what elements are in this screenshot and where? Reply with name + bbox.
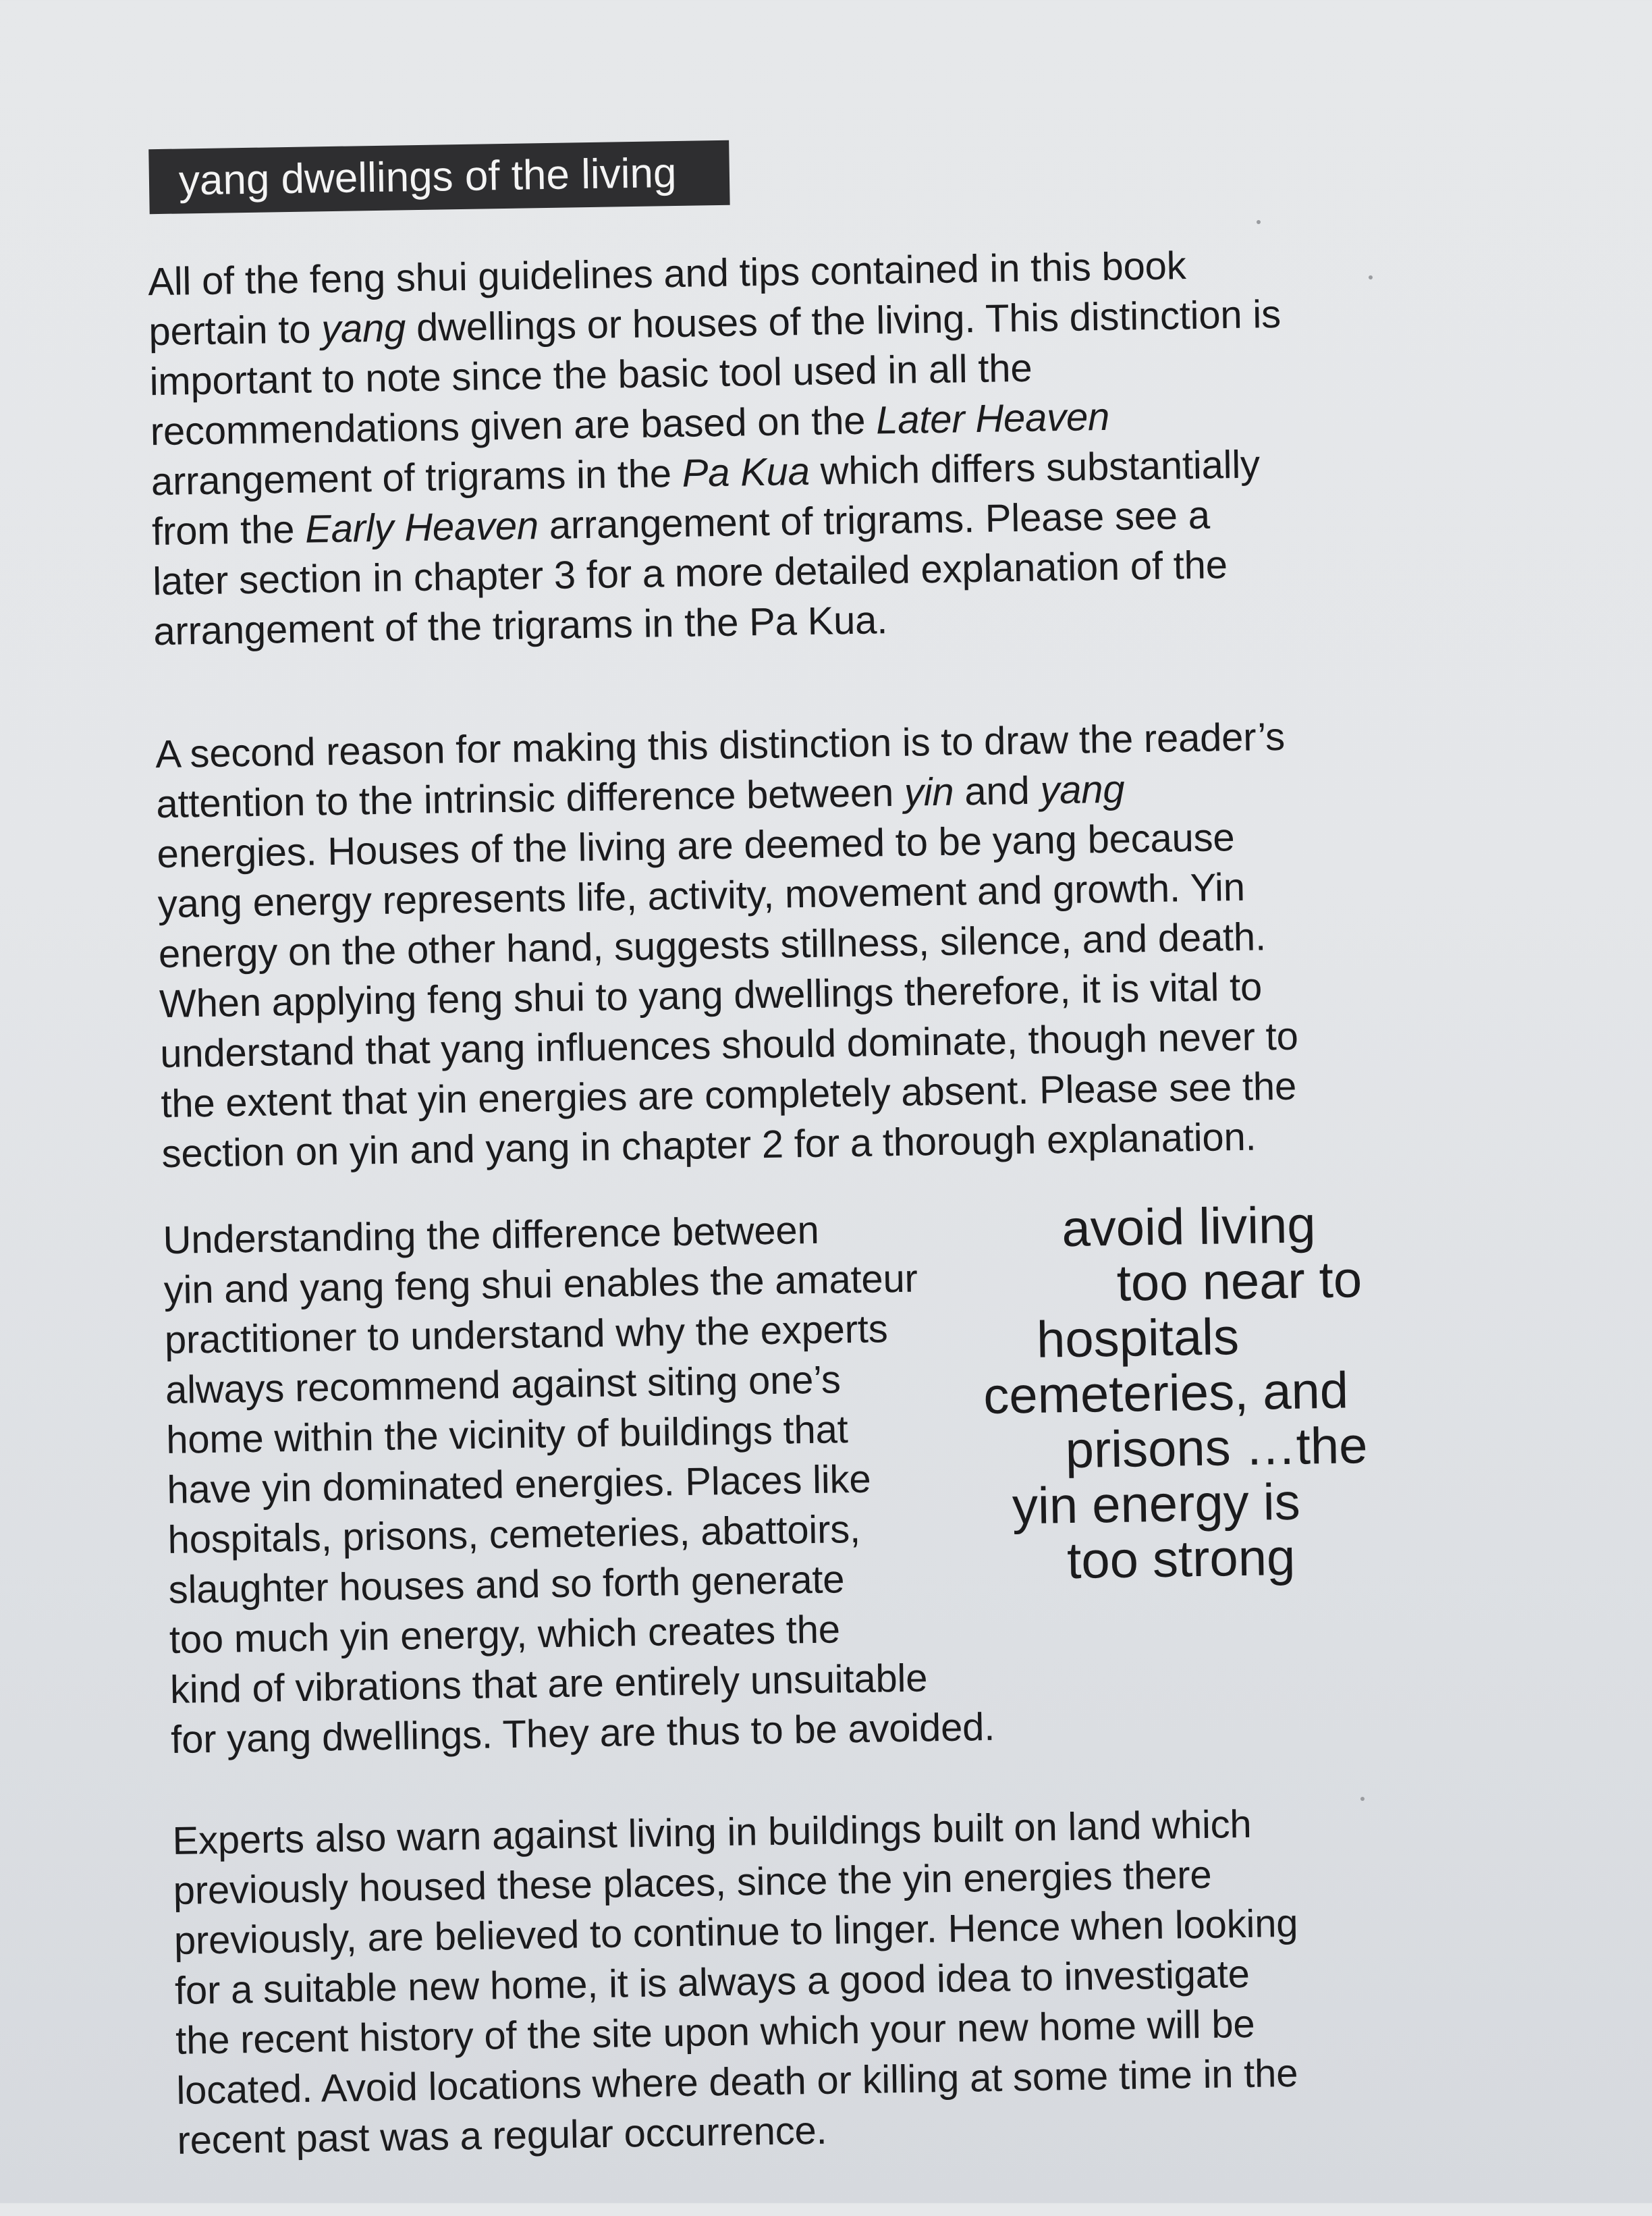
text-run: the recent history of the site upon which your new home will be	[175, 2001, 1255, 2063]
paragraph-4	[172, 1797, 1439, 2166]
pull-quote-line: too strong	[1066, 1528, 1296, 1590]
text-run: yin and yang feng shui enables the amateur	[163, 1256, 918, 1313]
section-heading: yang dwellings of the living	[148, 140, 729, 214]
text-run: from the	[151, 507, 306, 554]
text-run: recommendations given are based on the	[150, 398, 877, 454]
text-run: arrangement of the trigrams in the Pa Kua.	[153, 598, 888, 654]
paper-speck	[1360, 1797, 1365, 1801]
text-run: Experts also warn against living in buildings built on land which	[172, 1802, 1252, 1863]
text-run: home within the vicinity of buildings that	[165, 1407, 849, 1463]
text-run: section on yin and yang in chapter 2 for a thorough explanation.	[161, 1114, 1257, 1177]
text-run: always recommend against siting one’s	[165, 1357, 842, 1413]
text-run: previously housed these places, since the yin energies there	[173, 1852, 1212, 1913]
italic-term: yin	[904, 769, 954, 815]
paper-speck	[1369, 275, 1373, 279]
paper-speck	[1257, 220, 1261, 224]
text-run: too much yin energy, which creates the	[169, 1607, 841, 1663]
text-run: previously, are believed to continue to linger. Hence when looking	[173, 1901, 1298, 1963]
pull-quote-line: hospitals	[1036, 1308, 1240, 1369]
pull-quote	[960, 1195, 1452, 1590]
text-run: for a suitable new home, it is always a good idea to investigate	[174, 1951, 1250, 2013]
pull-quote-line: cemeteries, and	[983, 1361, 1349, 1426]
italic-term: Pa Kua	[682, 449, 810, 495]
text-run: the extent that yin energies are completely absent. Please see the	[160, 1064, 1297, 1127]
paragraph-2	[155, 710, 1424, 1179]
text-run: pertain to	[148, 307, 322, 354]
text-run: arrangement of trigrams. Please see a	[538, 493, 1211, 548]
pull-quote-line: prisons …the	[1064, 1417, 1369, 1480]
text-run: A second reason for making this distinction is to draw the reader’s	[155, 714, 1286, 777]
text-run: which differs substantially	[809, 442, 1261, 493]
pull-quote-line: avoid living	[1061, 1196, 1317, 1258]
text-run: understand that yang influences should dominate, though never to	[159, 1014, 1299, 1077]
italic-term: Later Heaven	[875, 394, 1110, 443]
text-run: yang energy represents life, activity, movement and growth. Yin	[157, 865, 1246, 927]
text-run: arrangement of trigrams in the	[150, 451, 683, 504]
text-run: practitioner to understand why the experts	[164, 1307, 888, 1363]
text-run: Understanding the difference between	[163, 1208, 819, 1263]
text-run: When applying feng shui to yang dwellings therefore, it is vital to	[159, 965, 1263, 1027]
text-run: slaughter houses and so forth generate	[168, 1557, 845, 1613]
pull-quote-line: yin energy is	[1012, 1473, 1301, 1536]
text-run: energy on the other hand, suggests stillness, silence, and death.	[158, 915, 1267, 977]
italic-term: yang	[1039, 767, 1125, 813]
text-run: All of the feng shui guidelines and tips contained in this book	[147, 244, 1186, 304]
text-run: recent past was a regular occurrence.	[177, 2108, 827, 2163]
italic-term: yang	[321, 306, 406, 352]
paragraph-1	[148, 238, 1416, 657]
text-run: located. Avoid locations where death or killing at some time in the	[175, 2051, 1298, 2113]
pull-quote-line: too near to	[1116, 1251, 1362, 1312]
text-run: energies. Houses of the living are deemed to be yang because	[157, 815, 1235, 877]
text-run: attention to the intrinsic difference between	[155, 770, 905, 827]
text-run: important to note since the basic tool used in all the	[149, 346, 1032, 404]
text-run: for yang dwellings. They are thus to be avoided.	[170, 1704, 995, 1762]
text-run: and	[953, 768, 1041, 814]
italic-term: Early Heaven	[304, 504, 539, 551]
text-run: dwellings or houses of the living. This distinction is	[405, 292, 1282, 350]
text-run: kind of vibrations that are entirely unsuitable	[169, 1656, 928, 1712]
text-run: later section in chapter 3 for a more detailed explanation of the	[152, 543, 1228, 604]
text-run: have yin dominated energies. Places like	[166, 1457, 871, 1513]
text-run: hospitals, prisons, cemeteries, abattoirs,	[167, 1507, 861, 1563]
